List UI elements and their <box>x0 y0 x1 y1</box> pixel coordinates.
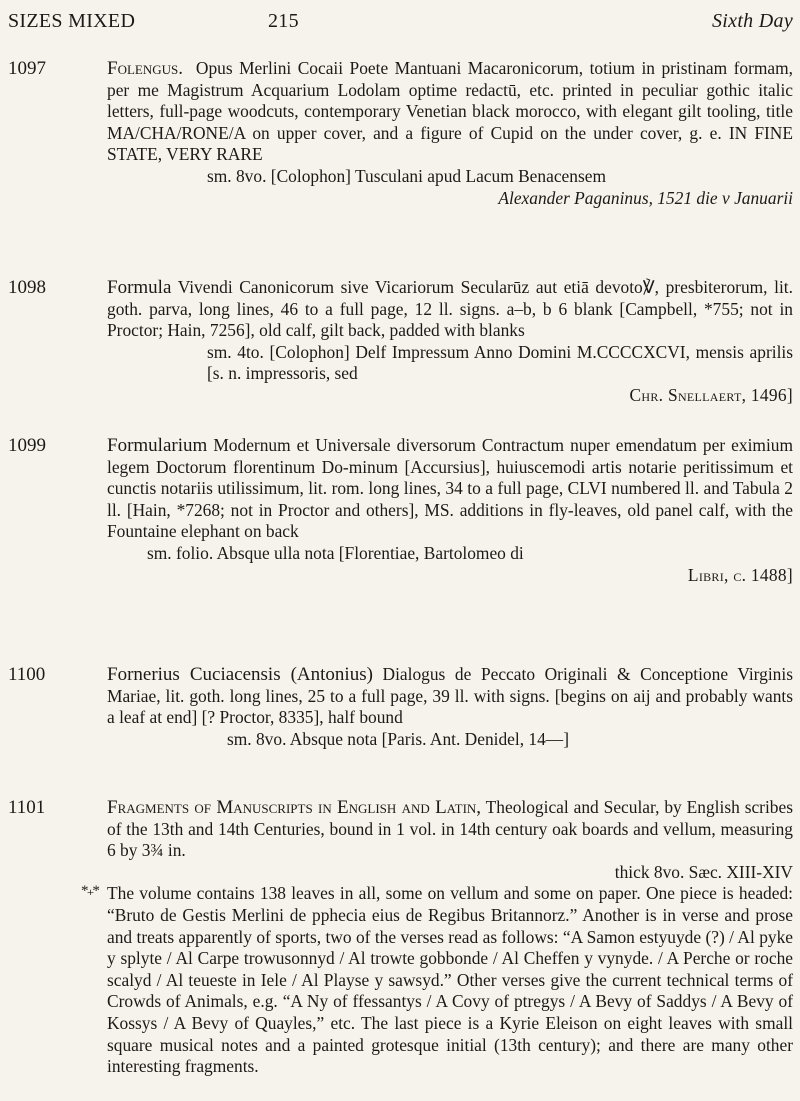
lot-entry <box>8 58 793 209</box>
lot-number: 1099 <box>8 435 46 456</box>
lot-number: 1097 <box>8 58 46 79</box>
lot-imprint: sm. folio. Absque ulla nota [Florentiae, Bartolomeo di <box>147 542 524 563</box>
lot-seller: Chr. Snellaert, 1496] <box>629 384 793 405</box>
lot-seller: Alexander Paganinus, 1521 die v Januarii <box>498 187 793 208</box>
page-number: 215 <box>268 10 299 32</box>
lot-description: Vivendi Canonicorum sive Vicariorum Secularūz aut etiā devoto℣, presbiterorum, lit. goth. parva, long lines, 46 to a full page, 12 ll. signs. a–b, b 6 blank [Campbell, *755; not in Proctor; Hain, 7256], old calf, gilt back, padded with blanks <box>107 277 793 341</box>
lot-imprint: thick 8vo. Sæc. XIII-XIV <box>614 861 793 882</box>
note-mark: *₊* <box>81 883 98 900</box>
lot-imprint: sm. 8vo. Absque nota [Paris. Ant. Denidel, 14—] <box>227 728 569 749</box>
lot-entry <box>8 664 793 750</box>
lot-number: 1101 <box>8 797 46 818</box>
lot-seller: Libri, c. 1488] <box>687 564 793 585</box>
lot-note <box>81 883 793 1077</box>
lot-number: 1100 <box>8 664 46 685</box>
lot-description: Modernum et Universale diversorum Contractum nuper emendatum per eximium legem Doctorum florentinum Do-minum [Accursius], huiuscemodi artis notarie peritissimum et cunctis notariis utilissimum, lit. rom. long lines, 34 to a full page, CLVI numbered ll. and Tabula 2 ll. [Hain, *7268; not in Proctor and others], MS. additions in fly-leaves, old panel calf, with the Fountaine elephant on back <box>107 435 793 542</box>
lot-author: Fornerius Cuciacensis (Antonius) <box>107 664 373 685</box>
lot-description: Dialogus de Peccato Originali & Conceptione Virginis Mariae, lit. goth. long lines, 25 to a full page, 39 ll. with signs. [begins on aij and probably wants a leaf at end] [? Proctor, 8335], half bound <box>107 664 793 728</box>
lot-imprint: sm. 8vo. [Colophon] Tusculani apud Lacum Benacensem <box>207 165 606 186</box>
lot-author: Formula <box>107 277 172 298</box>
lot-author: Formularium <box>107 435 208 456</box>
lot-description: Theological and Secular, by English scribes of the 13th and 14th Centuries, bound in 1 vol. in 14th century oak boards and vellum, measuring 6 by 3¾ in. <box>107 797 793 861</box>
lot-entry <box>8 277 793 407</box>
lot-author: Fragments of Manuscripts in English and Latin, <box>107 797 482 818</box>
lot-entry <box>8 435 793 586</box>
day-label: Sixth Day <box>711 10 793 32</box>
lot-number: 1098 <box>8 277 46 298</box>
lot-description: Opus Merlini Cocaii Poete Mantuani Macaronicorum, totium in pristinam formam, per me Magistrum Acquarium Lodolam optime redactū, etc. printed in peculiar gothic italic letters, full-page woodcuts, contemporary Venetian black morocco, with elegant gilt tooling, title MA/CHA/RONE/A on upper cover, and a figure of Cupid on the under cover, g. e. IN FINE STATE, VERY RARE <box>107 58 793 165</box>
lot-entry <box>8 797 793 1078</box>
running-head <box>8 10 793 40</box>
lot-imprint: sm. 4to. [Colophon] Delf Impressum Anno Domini M.CCCCXCVI, mensis aprilis [s. n. impressoris, sed <box>207 341 793 384</box>
lot-note-text: The volume contains 138 leaves in all, some on vellum and some on paper. One piece is headed: “Bruto de Gestis Merlini de pphecia eius de Regibus Britannorz.” Another is in verse and prose and treats apparently of sports, two of the verses read as follows: “A Samon estyuyde (?) / Al pyke y splyte / Al Carpe trowusonnyd / Al trowte gobbonde / Al Cheffen y vynyde. / A Perche or roche scalyd / Al teueste in Iele / Al Playse y sawsyd.” Other verses give the current technical terms of Crowds of Animals, e.g. “A Ny of ffessantys / A Covy of ptregys / A Bevy of Saddys / A Bevy of Kossys / A Bevy of Quayles,” etc. The last piece is a Kyrie Eleison on eight leaves with small square musical notes and a painted grotesque initial (13th century); and there are many other interesting fragments. <box>107 883 793 1077</box>
lot-author: Folengus. <box>107 58 183 79</box>
section-title: SIZES MIXED <box>8 10 136 32</box>
